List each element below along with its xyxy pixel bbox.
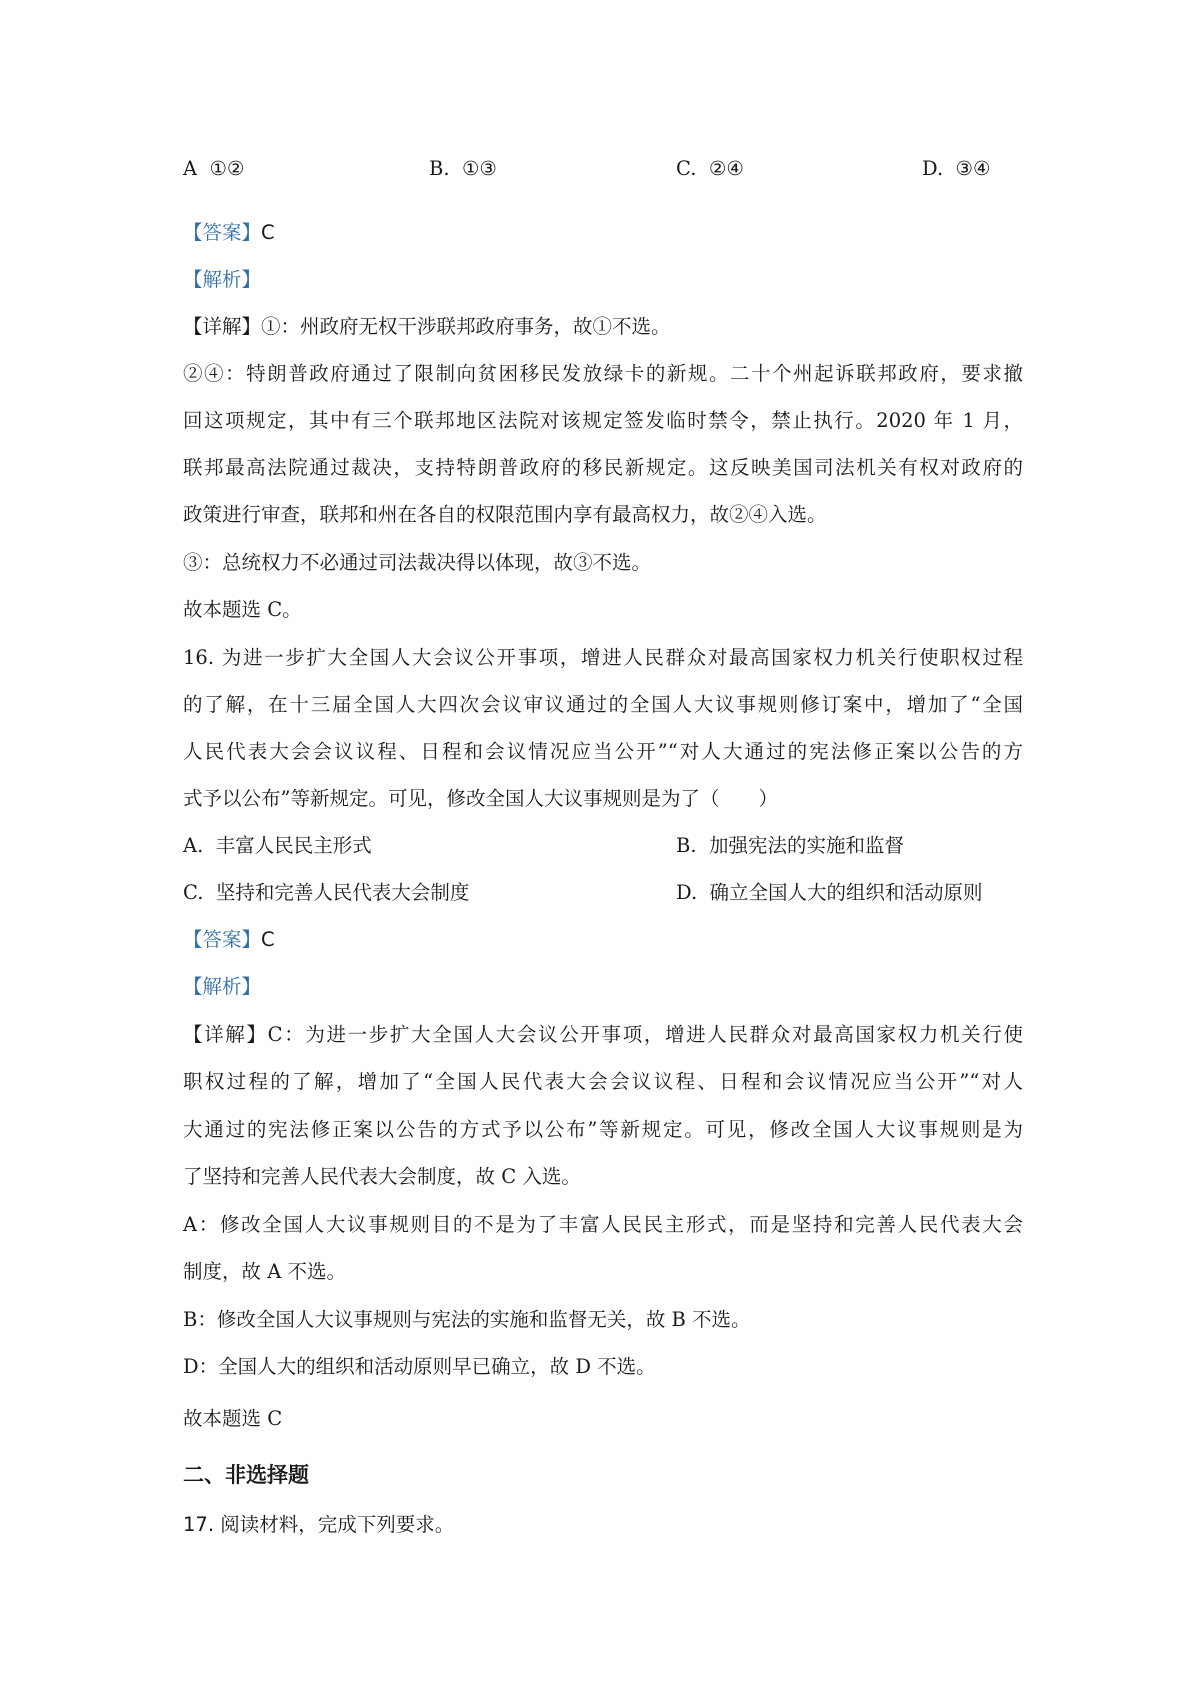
q15-analysis-tag: 【解析】 [183,268,262,291]
q16-stem-line: 人民代表大会会议议程、日程和会议情况应当公开”“对人大通过的宪法修正案以公告的方 [183,740,1023,763]
q16-option-b: B. 加强宪法的实施和监督 [676,834,904,857]
q16-answer: 【答案】C [183,928,275,951]
q15-detail-line: ③：总统权力不必通过司法裁决得以体现，故③不选。 [183,551,652,574]
q16-detail-line: 了坚持和完善人民代表大会制度，故 C 入选。 [183,1165,581,1188]
q16-option-d: D. 确立全国人大的组织和活动原则 [676,881,983,904]
q15-option-c: C. ②④ [676,157,744,180]
q17-stem: 17. 阅读材料，完成下列要求。 [183,1513,455,1536]
answer-tag: 【答案】 [183,221,262,244]
q15-conclusion: 故本题选 C。 [183,598,302,621]
q15-option-b: B. ①③ [429,157,497,180]
q16-option-a: A. 丰富人民民主形式 [183,834,372,857]
q16-stem-line: 16. 为进一步扩大全国人大会议公开事项，增进人民群众对最高国家权力机关行使职权过程 [183,646,1023,669]
q16-detail-line: 制度，故 A 不选。 [183,1260,346,1283]
q15-detail-line: 回这项规定，其中有三个联邦地区法院对该规定签发临时禁令，禁止执行。2020 年 1 月， [183,409,1023,432]
detail-tag: 【详解】 [183,1023,268,1046]
q15-option-d: D. ③④ [922,157,991,180]
section-heading: 二、非选择题 [183,1463,309,1487]
q16-stem-line: 的了解，在十三届全国人大四次会议审议通过的全国人大议事规则修订案中，增加了“全国 [183,693,1023,716]
q15-answer: 【答案】C [183,221,275,244]
q15-detail-line: ②④：特朗普政府通过了限制向贫困移民发放绿卡的新规。二十个州起诉联邦政府，要求撤 [183,362,1023,385]
q16-detail-line: 职权过程的了解，增加了“全国人民代表大会会议议程、日程和会议情况应当公开”“对人 [183,1070,1023,1093]
q15-detail-line: 联邦最高法院通过裁决，支持特朗普政府的移民新规定。这反映美国司法机关有权对政府的 [183,456,1023,479]
q16-detail-line: 【详解】C：为进一步扩大全国人大会议公开事项，增进人民群众对最高国家权力机关行使 [183,1023,1023,1046]
q16-stem-line: 式予以公布”等新规定。可见，修改全国人大议事规则是为了（ ） [183,787,778,810]
q16-analysis-tag: 【解析】 [183,975,262,998]
q16-detail-line: 大通过的宪法修正案以公告的方式予以公布”等新规定。可见，修改全国人大议事规则是为 [183,1118,1023,1141]
q16-conclusion: 故本题选 C [183,1407,283,1430]
q16-detail-line: D：全国人大的组织和活动原则早已确立，故 D 不选。 [183,1355,656,1378]
q16-detail-line: B：修改全国人大议事规则与宪法的实施和监督无关，故 B 不选。 [183,1308,751,1331]
q15-detail-line: 政策进行审查，联邦和州在各自的权限范围内享有最高权力，故②④入选。 [183,503,827,526]
q16-option-c: C. 坚持和完善人民代表大会制度 [183,881,470,904]
detail-tag: 【详解】 [183,315,262,338]
q15-detail-line: 【详解】①：州政府无权干涉联邦政府事务，故①不选。 [183,315,671,338]
q16-detail-line: A：修改全国人大议事规则目的不是为了丰富人民民主形式，而是坚持和完善人民代表大会 [183,1213,1023,1236]
answer-tag: 【答案】 [183,928,262,951]
q15-option-a: A ①② [183,157,245,180]
